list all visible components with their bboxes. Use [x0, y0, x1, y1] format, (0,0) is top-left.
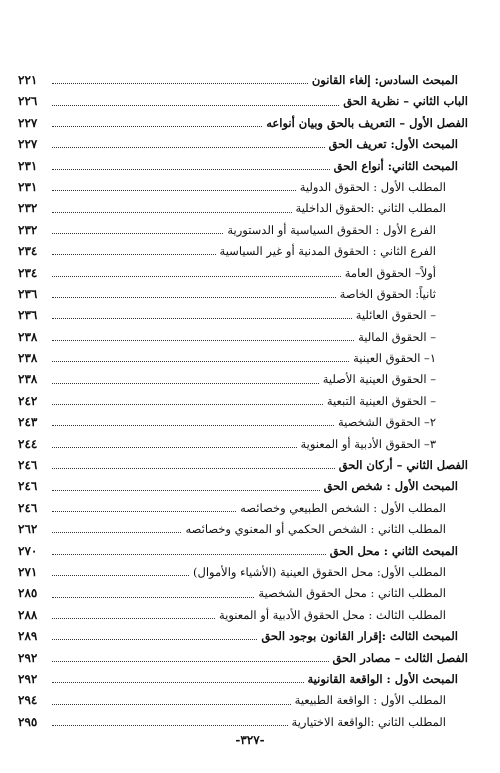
toc-entry-page: ٢٩٢ — [18, 650, 38, 665]
toc-entry-title: الفرع الثاني : الحقوق المدنية أو غير السياسية — [219, 244, 436, 259]
toc-entry-title: – الحقوق العينية الأصلية — [322, 372, 436, 387]
toc-entry-page: ٢٣٦ — [18, 308, 38, 323]
dot-leader — [52, 725, 288, 726]
toc-entry-title: المطلب الأول : الواقعة الطبيعية — [294, 693, 446, 708]
toc-entry-title: المطلب الثاني : الشخص الحكمي أو المعنوي وخصائصه — [185, 522, 446, 537]
toc-entry-page: ٢٢٦ — [18, 94, 38, 109]
toc-entry-page: ٢٤٢ — [18, 393, 38, 408]
dot-leader — [52, 511, 236, 512]
dot-leader — [52, 254, 216, 255]
dot-leader — [52, 532, 181, 533]
toc-entry-page: ٢٨٨ — [18, 607, 38, 622]
toc-entry-title: الفصل الثاني – أركان الحق — [338, 458, 468, 473]
toc-entry-page: ٢٧٠ — [18, 543, 38, 558]
dot-leader — [52, 297, 336, 298]
toc-row — [18, 583, 468, 604]
dot-leader — [52, 661, 329, 662]
toc-entry-page: ٢٩٢ — [18, 671, 38, 686]
toc-entry-page: ٢٤٦ — [18, 458, 38, 473]
toc-row — [18, 177, 468, 198]
toc-entry-page: ٢٣٦ — [18, 286, 38, 301]
toc-entry-title: المطلب الثالث : محل الحقوق الأدبية أو المعنوية — [218, 607, 446, 622]
toc-entry-title: ١– الحقوق العينية — [353, 351, 436, 366]
toc-row — [18, 327, 468, 348]
toc-row — [18, 369, 468, 390]
toc-entry-page: ٢٣٢ — [18, 201, 38, 216]
dot-leader — [52, 618, 215, 619]
toc-entry-title: المطلب الثاني : محل الحقوق الشخصية — [258, 586, 446, 601]
table-of-contents — [18, 70, 468, 733]
dot-leader — [52, 383, 319, 384]
toc-entry-title: المبحث الأول : شخص الحق — [323, 479, 458, 494]
toc-row — [18, 541, 468, 562]
dot-leader — [52, 404, 323, 405]
toc-entry-title: المطلب الأول : الشخص الطبيعي وخصائصه — [240, 500, 446, 515]
dot-leader — [52, 361, 349, 362]
toc-entry-title: الفرع الأول : الحقوق السياسية أو الدستورية — [227, 222, 436, 237]
dot-leader — [52, 105, 339, 106]
toc-entry-page: ٢٤٣ — [18, 415, 38, 430]
toc-entry-title: – الحقوق العائلية — [355, 308, 436, 323]
toc-row — [18, 562, 468, 583]
toc-row — [18, 476, 468, 497]
toc-entry-page: ٢٣٤ — [18, 244, 38, 259]
toc-row — [18, 690, 468, 711]
toc-entry-title: المبحث الأول : الواقعة القانونية — [307, 671, 458, 686]
dot-leader — [52, 318, 352, 319]
toc-entry-page: ٢٩٤ — [18, 693, 38, 708]
toc-entry-title: المطلب الثاني :الحقوق الداخلية — [295, 201, 446, 216]
dot-leader — [52, 212, 292, 213]
toc-entry-page: ٢٣١ — [18, 179, 38, 194]
toc-entry-title: ثانياً: الحقوق الخاصة — [339, 286, 436, 301]
toc-entry-title: أولاً– الحقوق العامة — [344, 265, 436, 280]
toc-entry-page: ٢٣٢ — [18, 222, 38, 237]
toc-row — [18, 498, 468, 519]
toc-row — [18, 70, 468, 91]
toc-entry-title: المبحث الأول: تعريف الحق — [328, 137, 458, 152]
toc-row — [18, 263, 468, 284]
toc-entry-page: ٢٤٦ — [18, 500, 38, 515]
toc-row — [18, 113, 468, 134]
toc-entry-page: ٢٣١ — [18, 158, 38, 173]
toc-row — [18, 605, 468, 626]
dot-leader — [52, 425, 334, 426]
dot-leader — [52, 597, 254, 598]
toc-entry-title: – الحقوق المالية — [358, 329, 436, 344]
toc-entry-title: الفصل الأول – التعريف بالحق وبيان أنواعه — [266, 115, 468, 130]
page-number: -٣٢٧- — [235, 733, 265, 747]
dot-leader — [52, 233, 223, 234]
toc-row — [18, 220, 468, 241]
toc-entry-title: المبحث السادس: إلغاء القانون — [311, 73, 458, 87]
toc-row — [18, 284, 468, 305]
toc-row — [18, 519, 468, 540]
toc-entry-page: ٢٧١ — [18, 564, 38, 579]
toc-row — [18, 626, 468, 647]
dot-leader — [52, 190, 296, 191]
toc-row — [18, 391, 468, 412]
dot-leader — [52, 447, 297, 448]
dot-leader — [52, 490, 320, 491]
toc-entry-page: ٢٨٥ — [18, 586, 38, 601]
toc-entry-title: المبحث الثالث :إقرار القانون بوجود الحق — [261, 629, 458, 644]
toc-row — [18, 198, 468, 219]
toc-entry-page: ٢٤٤ — [18, 436, 38, 451]
toc-row — [18, 412, 468, 433]
toc-row — [18, 669, 468, 690]
toc-entry-page: ٢٣٤ — [18, 265, 38, 280]
toc-row — [18, 348, 468, 369]
toc-row — [18, 455, 468, 476]
toc-entry-title: – الحقوق العينية التبعية — [326, 393, 436, 408]
toc-entry-title: الفصل الثالث – مصادر الحق — [332, 650, 468, 665]
toc-row — [18, 712, 468, 733]
toc-entry-title: المبحث الثاني : محل الحق — [329, 543, 458, 558]
toc-row — [18, 241, 468, 262]
dot-leader — [52, 126, 262, 127]
toc-entry-title: ٣– الحقوق الأدبية أو المعنوية — [300, 436, 436, 451]
dot-leader — [52, 340, 354, 341]
toc-row — [18, 156, 468, 177]
dot-leader — [52, 575, 189, 576]
toc-entry-page: ٢٣٨ — [18, 329, 38, 344]
toc-row — [18, 134, 468, 155]
toc-entry-page: ٢٣٨ — [18, 372, 38, 387]
toc-entry-page: ٢٦٢ — [18, 522, 38, 537]
toc-entry-page: ٢٨٩ — [18, 629, 38, 644]
toc-entry-title: ٢– الحقوق الشخصية — [337, 415, 436, 430]
dot-leader — [52, 639, 257, 640]
toc-row — [18, 91, 468, 112]
toc-entry-page: ٢٢١ — [18, 73, 38, 87]
toc-row — [18, 434, 468, 455]
dot-leader — [52, 276, 341, 277]
dot-leader — [52, 704, 291, 705]
dot-leader — [52, 468, 335, 469]
toc-entry-page: ٢٤٦ — [18, 479, 38, 494]
toc-entry-page: ٢٢٧ — [18, 137, 38, 152]
toc-row — [18, 305, 468, 326]
toc-entry-title: المبحث الثاني: أنواع الحق — [333, 158, 458, 173]
dot-leader — [52, 169, 330, 170]
dot-leader — [52, 554, 326, 555]
dot-leader — [52, 682, 304, 683]
toc-entry-title: المطلب الأول : الحقوق الدولية — [299, 179, 446, 194]
toc-entry-title: الباب الثاني – نظرية الحق — [343, 94, 468, 109]
dot-leader — [52, 83, 308, 84]
toc-entry-page: ٢٢٧ — [18, 115, 38, 130]
toc-entry-title: المطلب الأول: محل الحقوق العينية (الأشياء والأموال) — [193, 564, 446, 579]
toc-entry-page: ٢٩٥ — [18, 714, 38, 729]
toc-entry-title: المطلب الثاني :الواقعة الاختيارية — [291, 714, 446, 729]
toc-entry-page: ٢٣٨ — [18, 351, 38, 366]
dot-leader — [52, 147, 325, 148]
toc-row — [18, 648, 468, 669]
